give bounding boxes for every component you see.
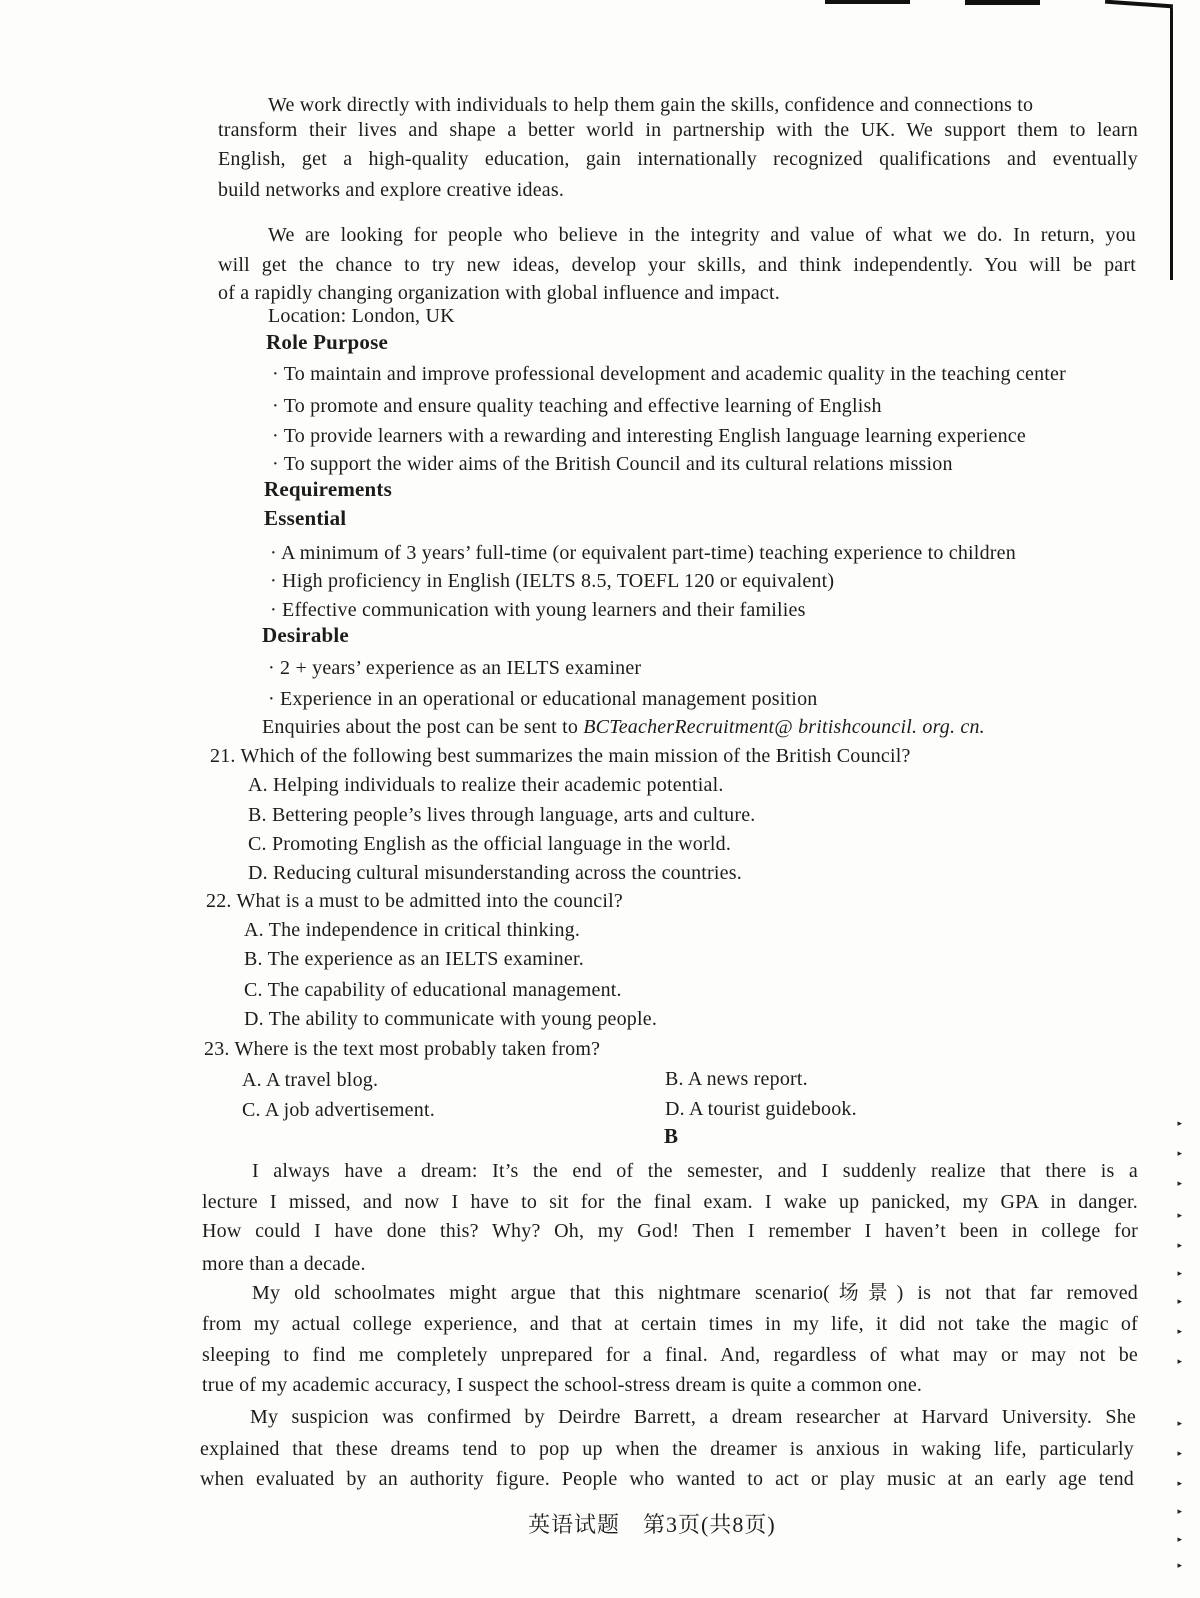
question-23-stem: 23. Where is the text most probably taken from? [204, 1038, 601, 1060]
margin-tick: ▸ [1177, 1448, 1182, 1458]
role-item: · To promote and ensure quality teaching and effective learning of English [272, 395, 882, 417]
essential-item: · A minimum of 3 years’ full-time (or equivalent part-time) teaching experience to children [270, 542, 1016, 564]
para-a1-line-2: transform their lives and shape a better world in partnership with the UK. We support them to learn [218, 119, 1138, 141]
margin-tick: ▸ [1177, 1418, 1182, 1428]
margin-tick: ▸ [1177, 1210, 1182, 1220]
enquiry-email: BCTeacherRecruitment@ britishcouncil. org. cn. [583, 716, 985, 738]
question-21-option: D. Reducing cultural misunderstanding across the countries. [248, 862, 742, 884]
para-a2-line-2: will get the chance to try new ideas, develop your skills, and think independently. You will be part [218, 254, 1136, 276]
question-23-option: B. A news report. [665, 1068, 808, 1090]
question-21-stem: 21. Which of the following best summarizes the main mission of the British Council? [210, 745, 911, 767]
para-a2-line-3: of a rapidly changing organization with global influence and impact. [218, 282, 780, 304]
para-a1-line-1: We work directly with individuals to help them gain the skills, confidence and connections to [268, 94, 1034, 116]
question-22-option: B. The experience as an IELTS examiner. [244, 948, 584, 970]
desirable-heading: Desirable [262, 623, 349, 647]
essential-item: · Effective communication with young learners and their families [270, 599, 806, 621]
margin-tick: ▸ [1177, 1268, 1182, 1278]
question-22-option: C. The capability of educational management. [244, 979, 622, 1001]
question-21-option: A. Helping individuals to realize their academic potential. [248, 774, 724, 796]
question-22-stem: 22. What is a must to be admitted into the council? [206, 890, 623, 912]
question-23-option: A. A travel blog. [242, 1069, 379, 1091]
margin-tick: ▸ [1177, 1118, 1182, 1128]
margin-tick: ▸ [1177, 1478, 1182, 1488]
question-23-option: D. A tourist guidebook. [665, 1098, 857, 1120]
essential-item: · High proficiency in English (IELTS 8.5, TOEFL 120 or equivalent) [270, 570, 835, 592]
para-b2-line-1: My old schoolmates might argue that this nightmare scenario(场景) is not that far removed [252, 1282, 1138, 1304]
question-21-option: B. Bettering people’s lives through language, arts and culture. [248, 804, 756, 826]
desirable-item: · 2 + years’ experience as an IELTS examiner [268, 657, 642, 679]
para-b2-line-4: true of my academic accuracy, I suspect the school-stress dream is quite a common one. [202, 1374, 923, 1396]
para-b2-line-3: sleeping to find me completely unprepared for a final. And, regardless of what may or may not be [202, 1344, 1138, 1366]
page-footer: 英语试题 第3页(共8页) [528, 1512, 776, 1537]
margin-tick: ▸ [1177, 1326, 1182, 1336]
para-b3-line-1: My suspicion was confirmed by Deirdre Barrett, a dream researcher at Harvard University. She [250, 1406, 1136, 1428]
margin-tick: ▸ [1177, 1534, 1182, 1544]
margin-tick: ▸ [1177, 1240, 1182, 1250]
para-b1-line-4: more than a decade. [202, 1253, 366, 1275]
para-b1-line-2: lecture I missed, and now I have to sit for the final exam. I wake up panicked, my GPA in danger. [202, 1191, 1138, 1213]
essential-heading: Essential [264, 506, 347, 530]
section-b-letter: B [664, 1124, 679, 1148]
para-b1-line-3: How could I have done this? Why? Oh, my God! Then I remember I haven’t been in college for [202, 1220, 1138, 1242]
role-purpose-heading: Role Purpose [266, 330, 388, 354]
para-b1-line-1: I always have a dream: It’s the end of the semester, and I suddenly realize that there is a [252, 1160, 1138, 1182]
para-a1-line-4: build networks and explore creative ideas. [218, 179, 565, 201]
desirable-item: · Experience in an operational or educational management position [268, 688, 818, 710]
question-21-option: C. Promoting English as the official language in the world. [248, 833, 732, 855]
role-item: · To support the wider aims of the British Council and its cultural relations mission [272, 453, 953, 475]
enquiry-line [262, 714, 985, 740]
para-b3-line-2: explained that these dreams tend to pop up when the dreamer is anxious in waking life, particularly [200, 1438, 1134, 1460]
margin-tick: ▸ [1177, 1296, 1182, 1306]
role-item: · To maintain and improve professional development and academic quality in the teaching center [272, 363, 1066, 385]
margin-tick: ▸ [1177, 1148, 1182, 1158]
question-22-option: D. The ability to communicate with young people. [244, 1008, 658, 1030]
question-23-option: C. A job advertisement. [242, 1099, 435, 1121]
margin-tick: ▸ [1177, 1356, 1182, 1366]
requirements-heading: Requirements [264, 477, 393, 501]
margin-tick: ▸ [1177, 1506, 1182, 1516]
para-b3-line-3: when evaluated by an authority figure. People who wanted to act or play music at an early age tend [200, 1468, 1134, 1490]
question-22-option: A. The independence in critical thinking. [244, 919, 581, 941]
para-a2-line-1: We are looking for people who believe in the integrity and value of what we do. In return, you [268, 224, 1136, 246]
role-item: · To provide learners with a rewarding and interesting English language learning experience [272, 425, 1026, 447]
location: Location: London, UK [268, 305, 455, 327]
para-b2-line-2: from my actual college experience, and that at certain times in my life, it did not take the magic of [202, 1313, 1138, 1335]
margin-tick: ▸ [1177, 1178, 1182, 1188]
margin-tick: ▸ [1177, 1560, 1182, 1570]
para-a1-line-3: English, get a high-quality education, gain internationally recognized qualifications and eventually [218, 148, 1138, 170]
enquiry-prefix: Enquiries about the post can be sent to [262, 716, 584, 738]
